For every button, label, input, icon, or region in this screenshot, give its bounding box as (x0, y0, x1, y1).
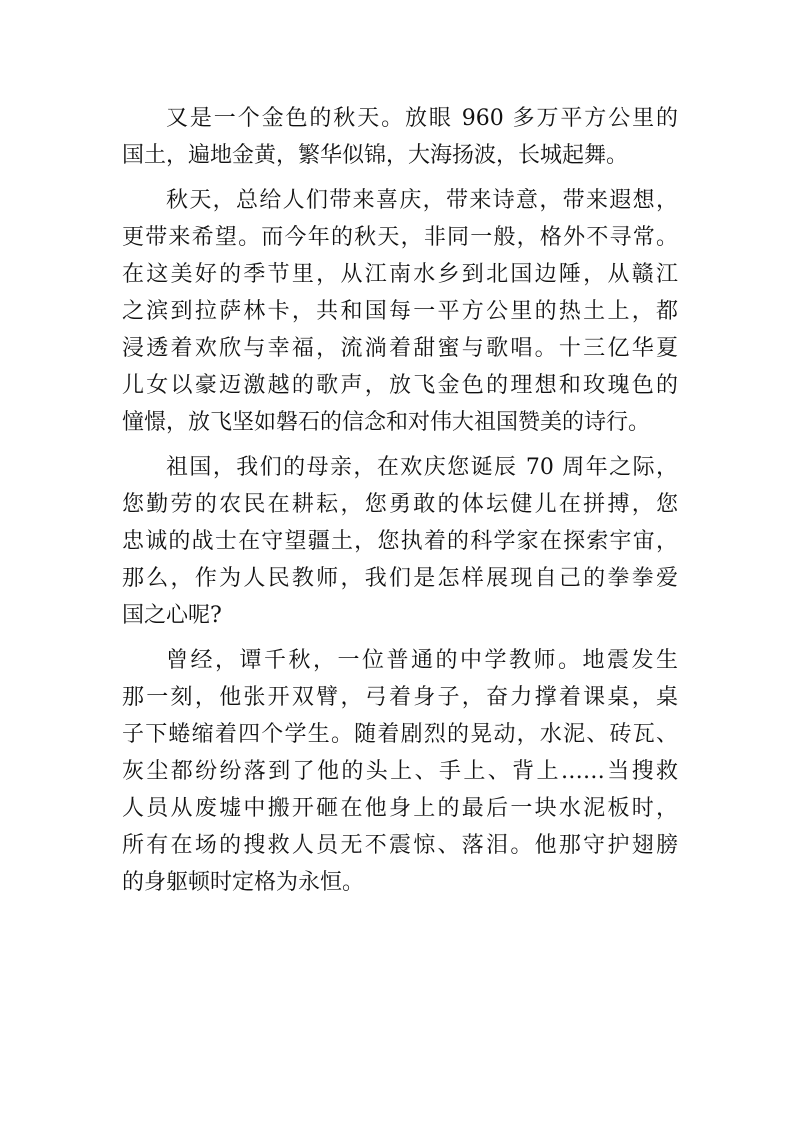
text-line: 那一刻，他张开双臂，弓着身子，奋力撑着课桌，桌 (122, 685, 678, 710)
text-line: 那么，作为人民教师，我们是怎样展现自己的拳拳爱 (122, 566, 678, 591)
text-line: 又是一个金色的秋天。放眼 960 多万平方公里的 (166, 106, 678, 131)
text-line: 之滨到拉萨林卡，共和国每一平方公里的热土上，都 (122, 299, 678, 324)
text-line: 国土，遍地金黄，繁华似锦，大海扬波，长城起舞。 (122, 143, 629, 168)
text-line: 您勤劳的农民在耕耘，您勇敢的体坛健儿在拼搏，您 (122, 492, 678, 517)
text-line: 所有在场的搜救人员无不震惊、落泪。他那守护翅膀 (122, 833, 678, 858)
paragraph-4 (122, 642, 678, 901)
text-line: 浸透着欢欣与幸福，流淌着甜蜜与歌唱。十三亿华夏 (122, 336, 678, 361)
text-line: 憧憬，放飞坚如磐石的信念和对伟大祖国赞美的诗行。 (122, 410, 651, 435)
text-line: 儿女以豪迈激越的歌声，放飞金色的理想和玫瑰色的 (122, 373, 678, 398)
paragraph-3 (122, 449, 678, 634)
text-line: 灰尘都纷纷落到了他的头上、手上、背上……当搜救 (122, 759, 678, 784)
paragraph-2 (122, 182, 678, 441)
text-line: 更带来希望。而今年的秋天，非同一般，格外不寻常。 (122, 225, 678, 250)
text-line: 的身躯顿时定格为永恒。 (122, 870, 365, 895)
text-line: 在这美好的季节里，从江南水乡到北国边陲，从赣江 (122, 262, 678, 287)
text-line: 忠诚的战士在守望疆土，您执着的科学家在探索宇宙， (122, 529, 678, 554)
text-line: 人员从废墟中搬开砸在他身上的最后一块水泥板时， (122, 796, 678, 821)
text-line: 祖国，我们的母亲，在欢庆您诞辰 70 周年之际， (166, 455, 678, 480)
document-body (122, 100, 678, 909)
text-line: 秋天，总给人们带来喜庆，带来诗意，带来遐想， (166, 188, 678, 213)
paragraph-1 (122, 100, 678, 174)
text-line: 子下蜷缩着四个学生。随着剧烈的晃动，水泥、砖瓦、 (122, 722, 678, 747)
text-line: 曾经，谭千秋，一位普通的中学教师。地震发生 (166, 648, 678, 673)
text-line: 国之心呢? (122, 603, 222, 628)
